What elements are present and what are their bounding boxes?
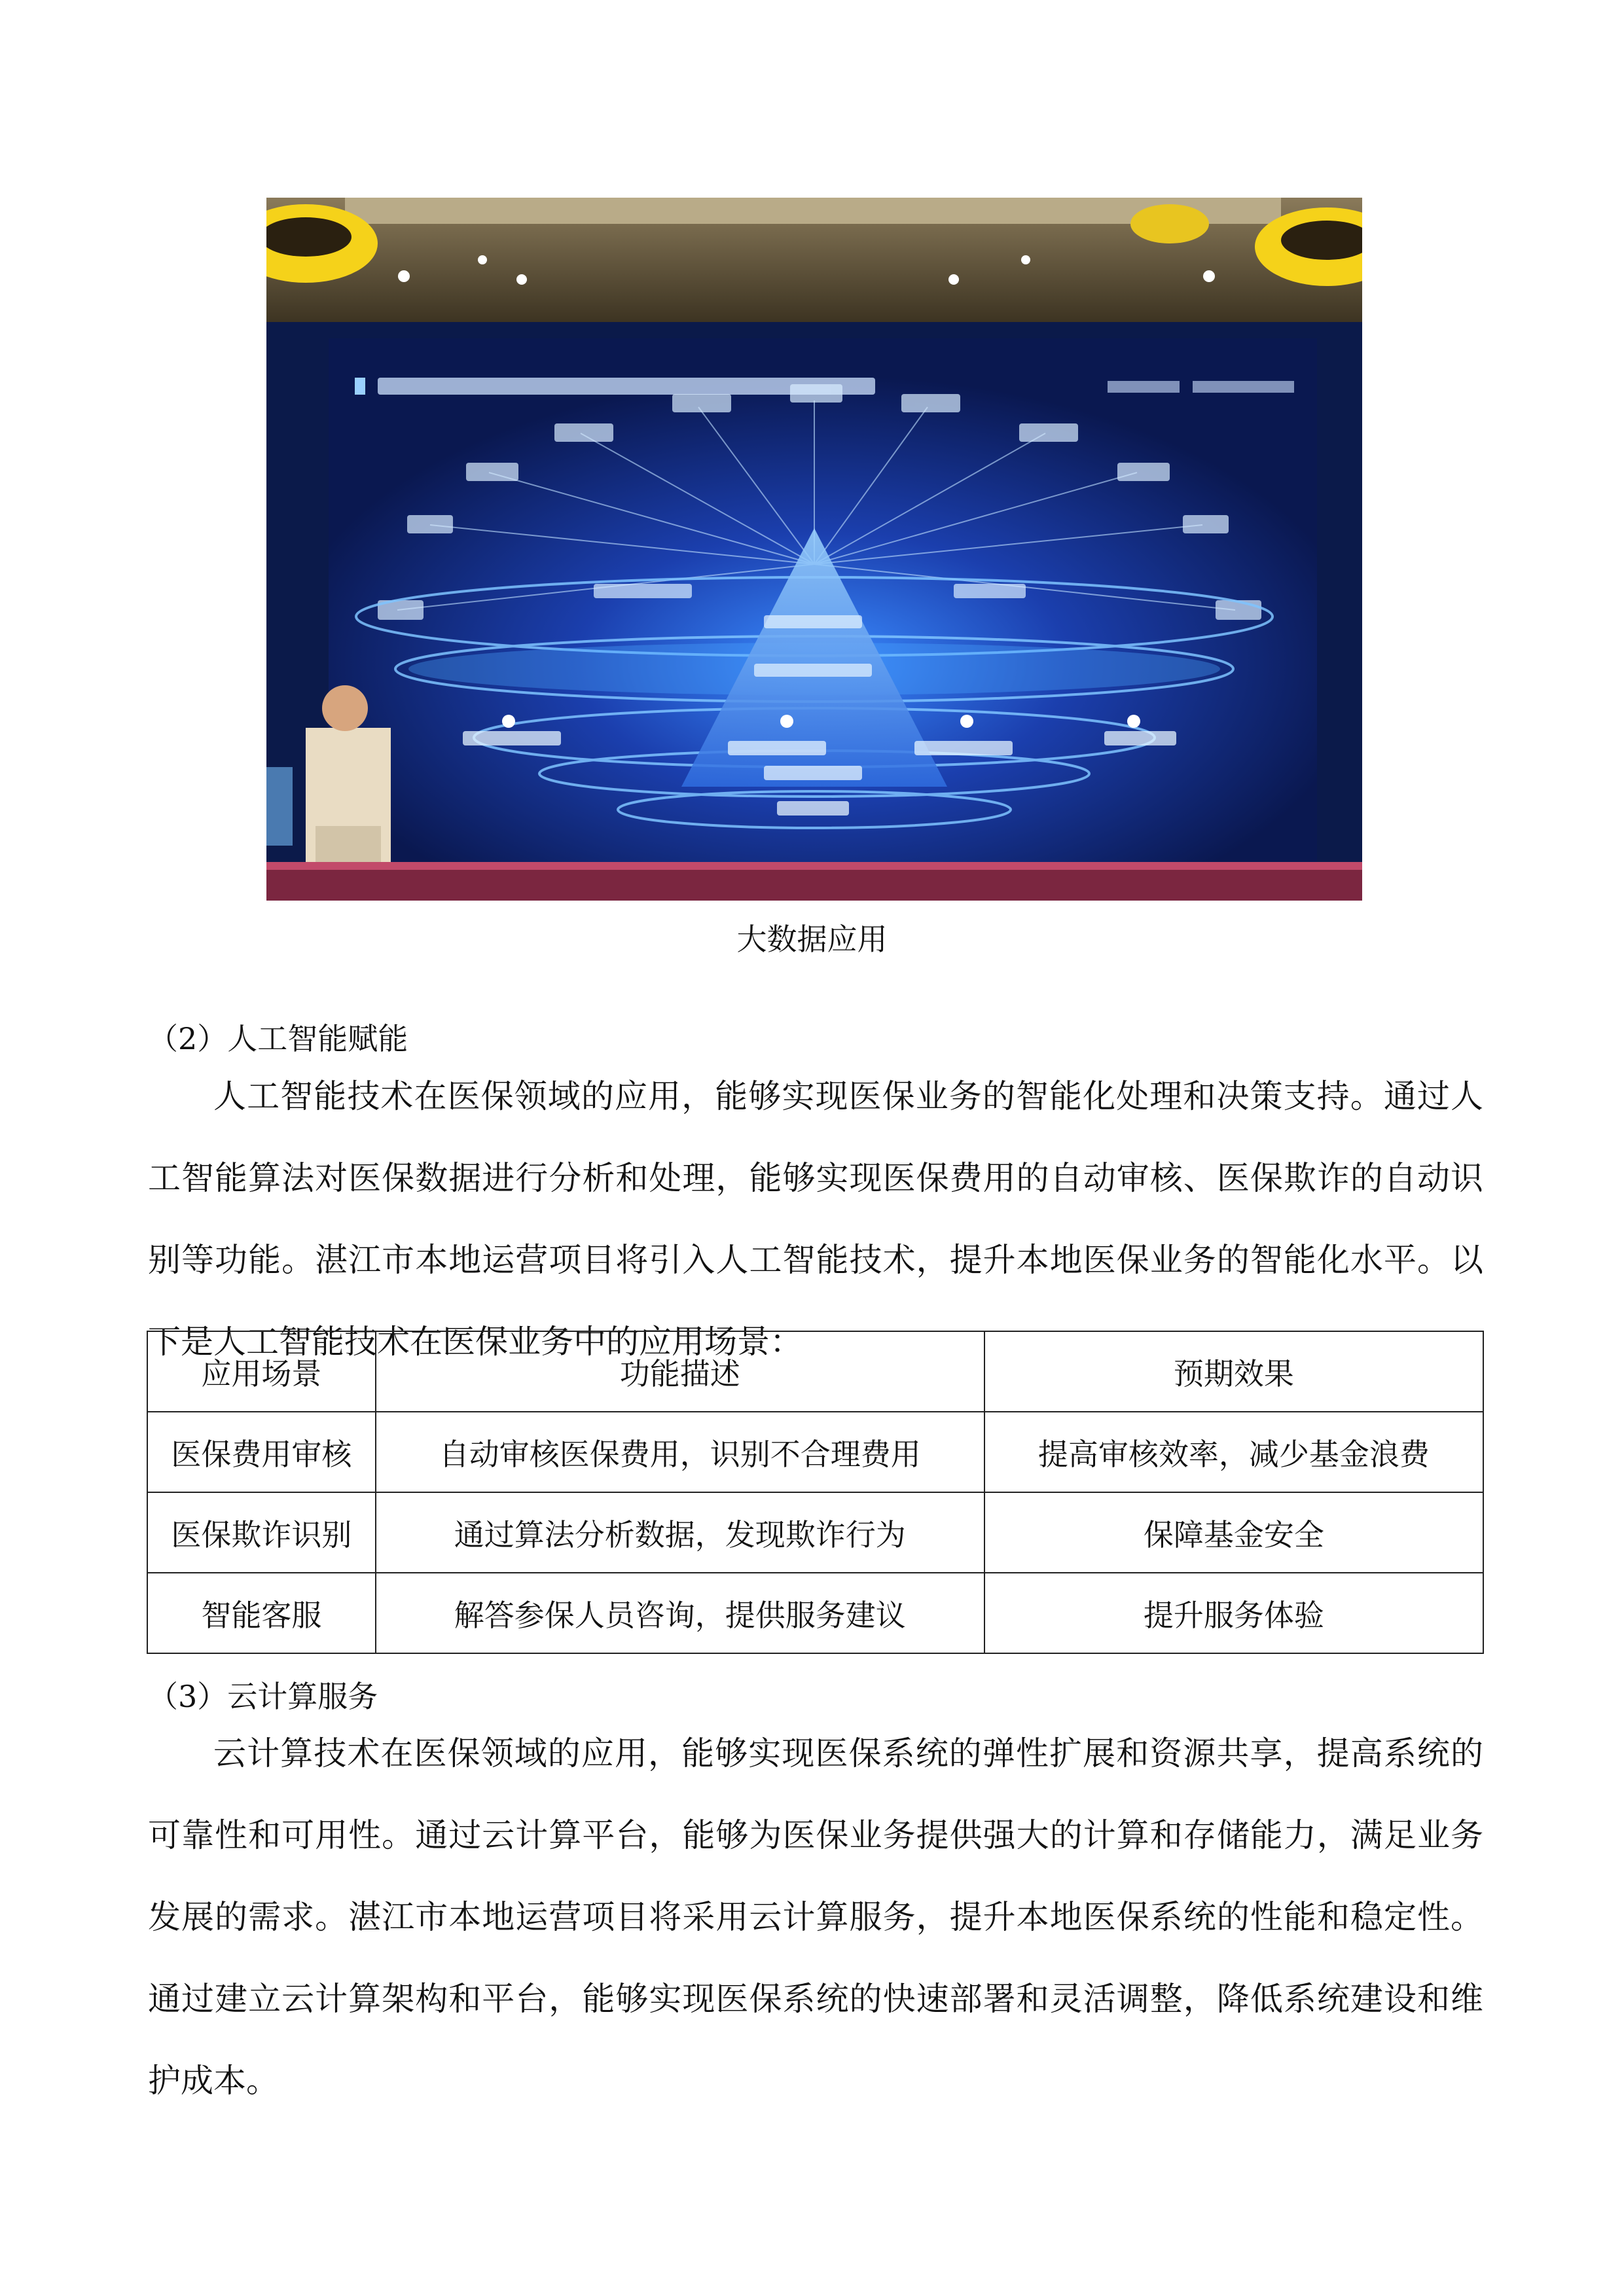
table-cell: 解答参保人员咨询，提供服务建议 xyxy=(376,1573,984,1653)
table-row xyxy=(147,1412,1483,1492)
table-cell: 医保欺诈识别 xyxy=(147,1492,376,1573)
table-cell: 智能客服 xyxy=(147,1573,376,1653)
table-header-cell: 功能描述 xyxy=(376,1331,984,1412)
slide-photo-graphic xyxy=(266,198,1362,901)
section-heading-cloud: （3）云计算服务 xyxy=(148,1679,378,1714)
table-cell: 提升服务体验 xyxy=(984,1573,1483,1653)
table-header-row xyxy=(147,1331,1483,1412)
table-cell: 医保费用审核 xyxy=(147,1412,376,1492)
table-row xyxy=(147,1492,1483,1573)
image-caption: 大数据应用 xyxy=(736,922,888,957)
table-header-cell: 预期效果 xyxy=(984,1331,1483,1412)
table-header-cell: 应用场景 xyxy=(147,1331,376,1412)
paragraph-cloud: 云计算技术在医保领域的应用，能够实现医保系统的弹性扩展和资源共享，提高系统的可靠性和可用性。通过云计算平台，能够为医保业务提供强大的计算和存储能力，满足业务发展的需求。湛江市本地运营项目将采用云计算服务，提升本地医保系统的性能和稳定性。通过建立云计算架构和平台，能够实现医保系统的快速部署和灵活调整，降低系统建设和维护成本。 xyxy=(148,1734,1483,2100)
table-row xyxy=(147,1573,1483,1653)
table-cell: 保障基金安全 xyxy=(984,1492,1483,1573)
table-cell: 提高审核效率，减少基金浪费 xyxy=(984,1412,1483,1492)
table-cell: 通过算法分析数据，发现欺诈行为 xyxy=(376,1492,984,1573)
table-cell: 自动审核医保费用，识别不合理费用 xyxy=(376,1412,984,1492)
big-data-slide-photo xyxy=(266,198,1362,901)
paragraph-ai: 人工智能技术在医保领域的应用，能够实现医保业务的智能化处理和决策支持。通过人工智能算法对医保数据进行分析和处理，能够实现医保费用的自动审核、医保欺诈的自动识别等功能。湛江市本地运营项目将引入人工智能技术，提升本地医保业务的智能化水平。以下是人工智能技术在医保业务中的应用场景： xyxy=(148,1077,1483,1361)
section-heading-ai: （2）人工智能赋能 xyxy=(148,1021,408,1056)
ai-application-table xyxy=(147,1331,1484,1654)
